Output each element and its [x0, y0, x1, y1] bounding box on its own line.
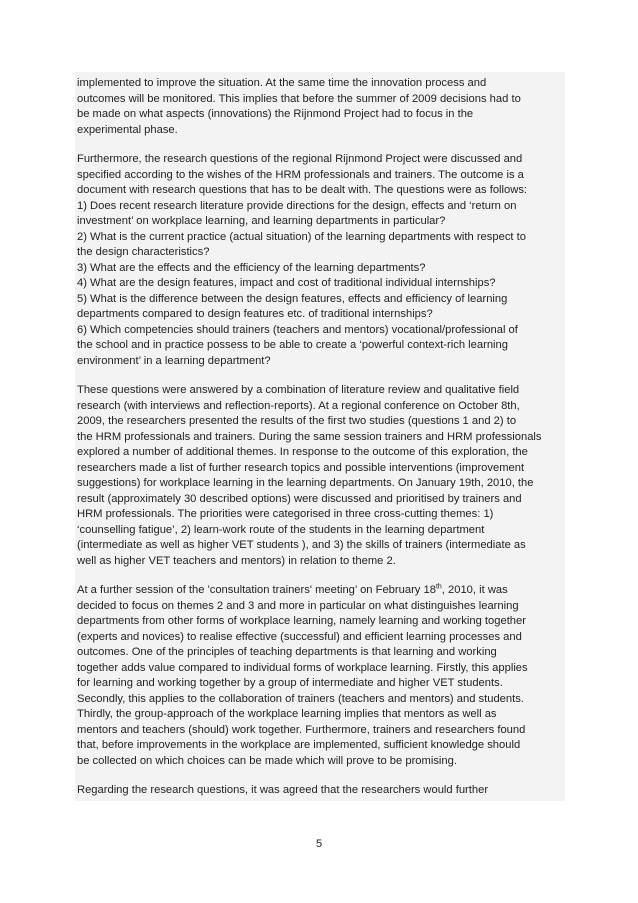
text-line: explored a number of additional themes. In response to the outcome of this exploration, the — [77, 446, 528, 458]
text-line: researchers made a list of further research topics and possible interventions (improvement — [77, 461, 525, 474]
text-line — [77, 583, 563, 599]
text-line: be collected on which choices can be made which will prove to be promising. — [77, 754, 457, 767]
paragraph-4 — [77, 583, 563, 769]
ordinal-superscript: th — [435, 583, 442, 591]
text-line: well as higher VET teachers and mentors) in relation to theme 2. — [77, 554, 396, 567]
text-line: for learning and working together by a group of intermediate and higher VET students. — [77, 677, 503, 689]
text-line: 6) Which competencies should trainers (teachers and mentors) vocational/professional of — [77, 323, 518, 336]
text-line: Thirdly, the group-approach of the workplace learning implies that mentors as well as — [77, 708, 497, 720]
paragraph-1 — [77, 76, 563, 138]
paragraph-2 — [77, 152, 563, 369]
text-line: departments from other forms of workplace learning, namely learning and working together — [77, 615, 526, 627]
text-line: that, before improvements in the workplace are implemented, sufficient knowledge should — [77, 739, 521, 751]
text-line: Regarding the research questions, it was agreed that the researchers would further — [77, 784, 489, 796]
text-line: implemented to improve the situation. At the same time the innovation process and — [77, 77, 487, 89]
text-line: specified according to the wishes of the HRM professionals and trainers. The outcome is a — [77, 168, 524, 181]
text-line: the school and in practice possess to be able to create a ‘powerful context-rich learning — [77, 339, 508, 351]
text-line: outcomes will be monitored. This implies that before the summer of 2009 decisions had to — [77, 92, 521, 105]
text-line: 4) What are the design features, impact and cost of traditional individual internships? — [77, 277, 496, 289]
text-line: mentors and teachers (should) work together. Furthermore, trainers and researchers found — [77, 723, 526, 736]
text-line: experimental phase. — [77, 123, 178, 136]
text-line: 2009, the researchers presented the results of the first two studies (questions 1 and 2) to — [77, 415, 517, 427]
text-line: departments compared to design features etc. of traditional internships? — [77, 308, 433, 320]
text-fragment: At a further session of the 'consultation trainers' meeting’ on February 18 — [77, 584, 436, 596]
text-line: 5) What is the difference between the design features, effects and efficiency of learning — [77, 292, 508, 305]
text-line: decided to focus on themes 2 and 3 and more in particular on what distinguishes learning — [77, 599, 519, 612]
text-line: Secondly, this applies to the collaboration of trainers (teachers and mentors) and students. — [77, 692, 524, 705]
text-line: 1) Does recent research literature provide directions for the design, effects and ‘return on — [77, 199, 517, 212]
text-line: suggestions) for workplace learning in the learning departments. On January 19th, 2010, the — [77, 477, 534, 489]
page-number: 5 — [315, 838, 323, 850]
paragraph-3 — [77, 383, 563, 569]
text-line: document with research questions that has to be dealt with. The questions were as follows: — [77, 184, 528, 196]
text-line: environment’ in a learning department? — [77, 354, 271, 367]
text-line: the design characteristics? — [77, 246, 210, 258]
text-line: outcomes. One of the principles of teaching departments is that learning and working — [77, 646, 497, 658]
text-line: 3) What are the effects and the efficiency of the learning departments? — [77, 261, 426, 274]
body-text — [75, 72, 565, 801]
text-line: 2) What is the current practice (actual situation) of the learning departments with respect to — [77, 230, 526, 243]
text-line: HRM professionals. The priorities were categorised in three cross-cutting themes: 1) — [77, 508, 494, 520]
text-line: together adds value compared to individual forms of workplace learning. Firstly, this applies — [77, 661, 528, 674]
text-line: These questions were answered by a combination of literature review and qualitative field — [77, 384, 520, 396]
paragraph-5 — [77, 783, 563, 799]
text-line: be made on what aspects (innovations) the Rijnmond Project had to focus in the — [77, 108, 474, 120]
text-line: research (with interviews and reflection-reports). At a regional conference on October 8th, — [77, 399, 520, 412]
text-line: investment’ on workplace learning, and learning departments in particular? — [77, 215, 446, 227]
text-line: result (approximately 30 described options) were discussed and prioritised by trainers and — [77, 492, 522, 505]
text-line: the HRM professionals and trainers. During the same session trainers and HRM professionals — [77, 430, 542, 443]
text-line: Furthermore, the research questions of the regional Rijnmond Project were discussed and — [77, 153, 523, 165]
text-line: ‘counselling fatigue’, 2) learn-work route of the students in the learning department — [77, 523, 485, 536]
text-fragment: , 2010, it was — [441, 584, 508, 596]
text-line: (experts and novices) to realise effective (successful) and efficient learning processes and — [77, 630, 522, 643]
text-line: (intermediate as well as higher VET students ), and 3) the skills of trainers (intermediate as — [77, 539, 526, 551]
